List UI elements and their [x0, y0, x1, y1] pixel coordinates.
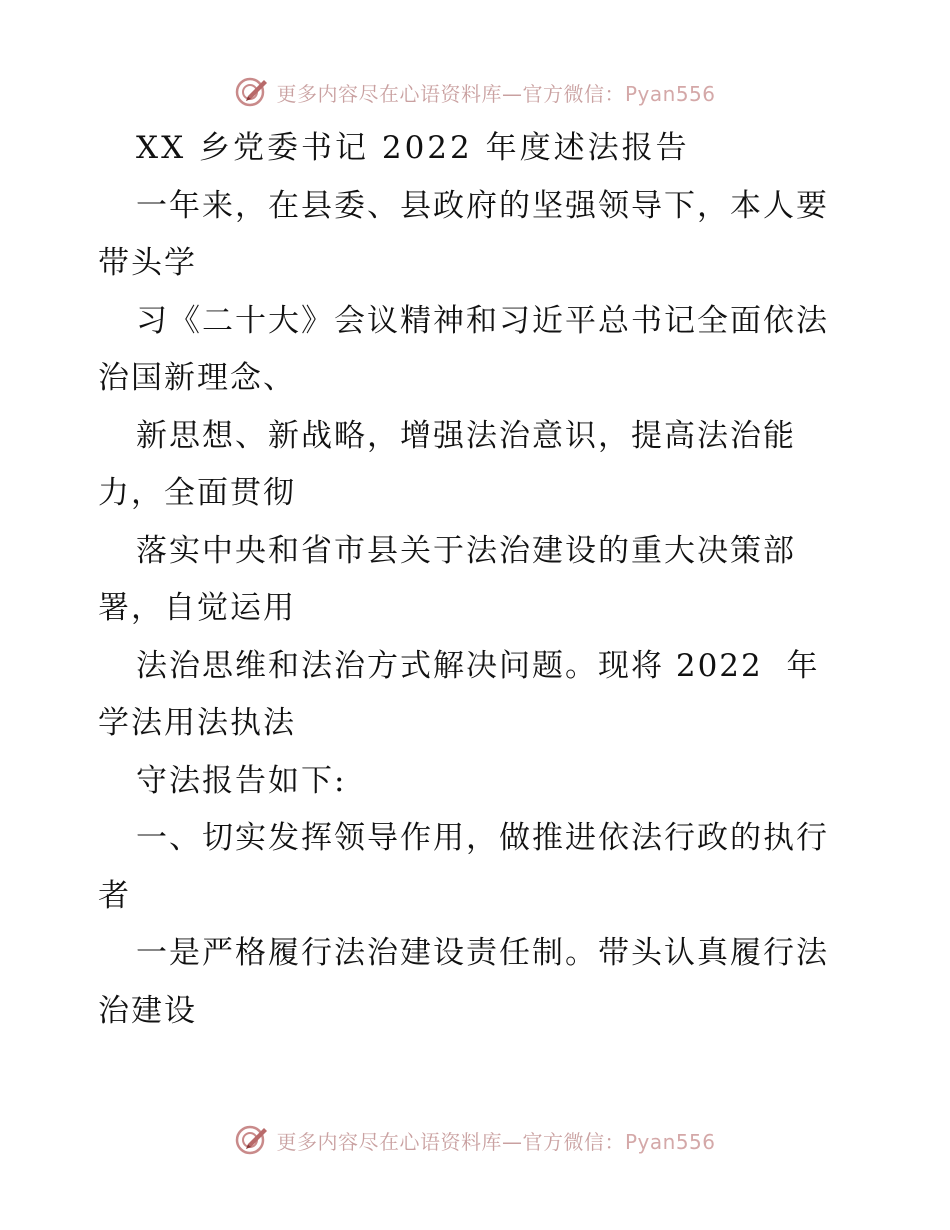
- paragraph-line: 一是严格履行法治建设责任制。带头认真履行法: [136, 935, 829, 971]
- document-title: XX 乡党委书记 2022 年度述法报告: [136, 130, 690, 166]
- paragraph-line: 署，自觉运用: [98, 590, 296, 626]
- watermark-header: [0, 70, 950, 114]
- paragraph-line: 习《二十大》会议精神和习近平总书记全面依法: [136, 302, 829, 339]
- section-heading: 一、切实发挥领导作用，做推进依法行政的执行: [136, 820, 829, 856]
- paragraph-line: 学法用法执法: [98, 705, 296, 741]
- paragraph-line: 守法报告如下:: [136, 762, 347, 799]
- paragraph-line: 落实中央和省市县关于法治建设的重大决策部: [136, 532, 796, 569]
- watermark-footer: [0, 1118, 950, 1162]
- paragraph-line: 治建设: [98, 992, 197, 1029]
- paragraph-line: 力，全面贯彻: [98, 475, 296, 511]
- paragraph-line: 一年来，在县委、县政府的坚强领导下，本人要: [136, 187, 829, 224]
- section-heading-cont: 者: [98, 877, 131, 914]
- pen-logo-icon: [234, 74, 270, 110]
- paragraph-line: 治国新理念、: [98, 360, 296, 396]
- paragraph-line: 新思想、新战略，增强法治意识，提高法治能: [136, 417, 796, 454]
- watermark-text: 更多内容尽在心语资料库—官方微信：Pyan556: [276, 1129, 716, 1154]
- pen-logo-icon: [234, 1122, 270, 1158]
- paragraph-line: 法治思维和法治方式解决问题。现将 2022 年: [136, 647, 820, 684]
- paragraph-line: 带头学: [98, 245, 197, 281]
- watermark-text: 更多内容尽在心语资料库—官方微信：Pyan556: [276, 81, 716, 106]
- document-body: [98, 120, 858, 1040]
